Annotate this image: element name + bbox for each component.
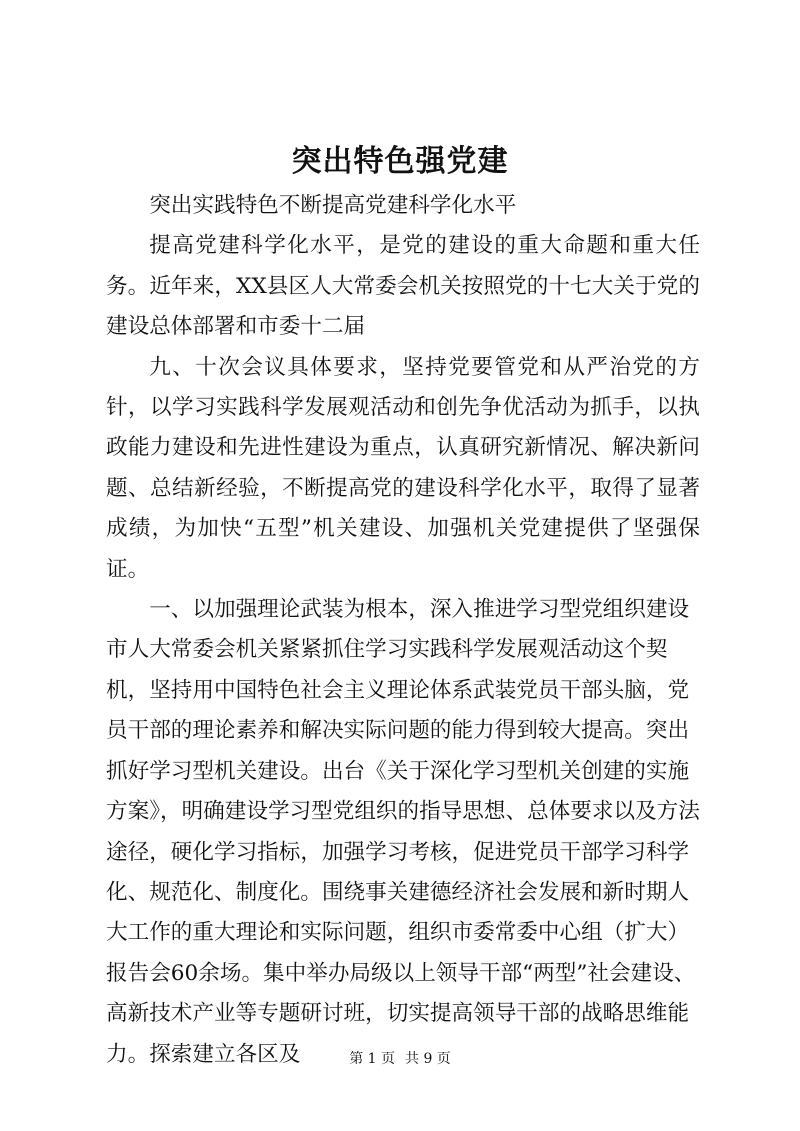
document-body bbox=[106, 186, 700, 1075]
page-number: 第 1 页 bbox=[349, 1051, 395, 1067]
total-pages: 共 9 页 bbox=[405, 1051, 451, 1067]
subtitle-paragraph: 突出实践特色不断提高党建科学化水平 bbox=[149, 193, 517, 218]
page-footer bbox=[0, 1049, 800, 1069]
requirements-paragraph: 九、十次会议具体要求，坚持党要管党和从严治党的方针，以学习实践科学发展观活动和创先争优活动为抓手，以执政能力建设和先进性建设为重点，认真研究新情况、解决新问题、总结新经验，不断提高党的建设科学化水平，取得了显著成绩，为加快“五型”机关建设、加强机关党建提供了坚强保证。 bbox=[106, 354, 700, 582]
intro-paragraph: 提高党建科学化水平，是党的建设的重大命题和重大任务。近年来，XX县区人大常委会机关按照党的十七大关于党的建设总体部署和市委十二届 bbox=[106, 233, 700, 340]
section-one-paragraph: 一、以加强理论武装为根本，深入推进学习型党组织建设市人大常委会机关紧紧抓住学习实践科学发展观活动这个契机，坚持用中国特色社会主义理论体系武装党员干部头脑，党员干部的理论素养和解决实际问题的能力得到较大提高。突出抓好学习型机关建设。出台《关于深化学习型机关创建的实施方案》，明确建设学习型党组织的指导思想、总体要求以及方法途径，硬化学习指标，加强学习考核，促进党员干部学习科学化、规范化、制度化。围绕事关建德经济社会发展和新时期人大工作的重大理论和实际问题，组织市委常委中心组（扩大）报告会60余场。集中举办局级以上领导干部“两型”社会建设、高新技术产业等专题研讨班，切实提高领导干部的战略思维能力。探索建立各区及 bbox=[106, 597, 700, 1067]
document-title: 突出特色强党建 bbox=[291, 144, 509, 179]
